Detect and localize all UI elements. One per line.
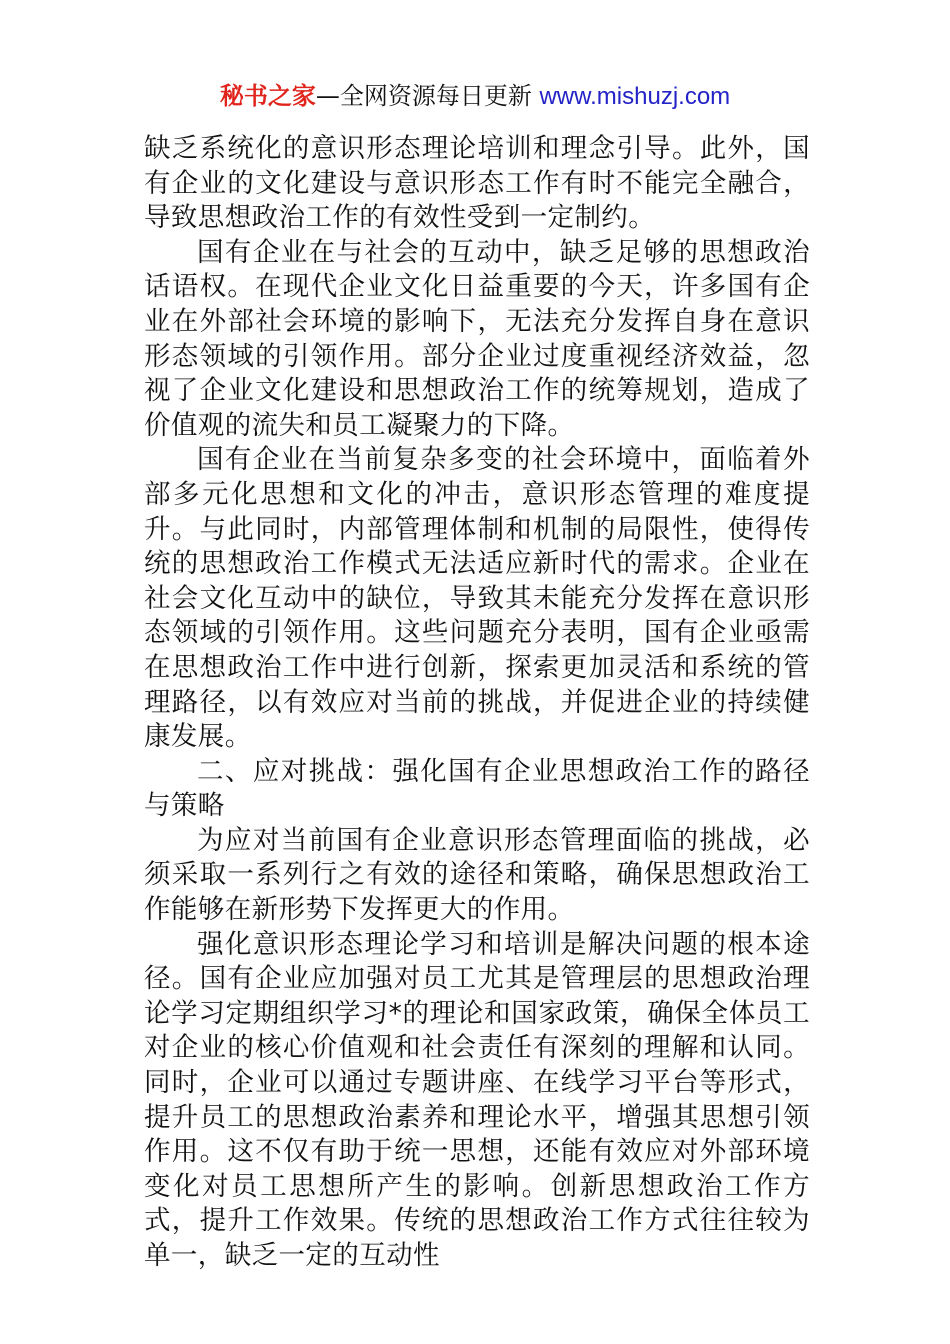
paragraph: 国有企业在当前复杂多变的社会环境中，面临着外部多元化思想和文化的冲击，意识形态管理的难度提升。与此同时，内部管理体制和机制的局限性，使得传统的思想政治工作模式无法适应新时代的需求。企业在社会文化互动中的缺位，导致其未能充分发挥在意识形态领域的引领作用。这些问题充分表明，国有企业亟需在思想政治工作中进行创新，探索更加灵活和系统的管理路径，以有效应对当前的挑战，并促进企业的持续健康发展。: [144, 444, 810, 753]
paragraph-continued: 缺乏系统化的意识形态理论培训和理念引导。此外，国有企业的文化建设与意识形态工作有时不能完全融合，导致思想政治工作的有效性受到一定制约。: [144, 133, 810, 234]
document-body: [144, 132, 810, 1274]
brand-name: 秘书之家: [219, 82, 316, 110]
paragraph: 为应对当前国有企业意识形态管理面临的挑战，必须采取一系列行之有效的途径和策略，确保思想政治工作能够在新形势下发挥更大的作用。: [144, 824, 810, 926]
page-header: [0, 80, 950, 113]
header-tagline: —全网资源每日更新: [315, 82, 532, 110]
paragraph: 强化意识形态理论学习和培训是解决问题的根本途径。国有企业应加强对员工尤其是管理层的思想政治理论学习定期组织学习*的理论和国家政策，确保全体员工对企业的核心价值观和社会责任有深刻的理解和认同。同时，企业可以通过专题讲座、在线学习平台等形式，提升员工的思想政治素养和理论水平，增强其思想引领作用。这不仅有助于统一思想，还能有效应对外部环境变化对员工思想所产生的影响。创新思想政治工作方式，提升工作效果。传统的思想政治工作方式往往较为单一，缺乏一定的互动性: [144, 928, 810, 1271]
site-url-link[interactable]: www.mishuzj.com: [539, 83, 731, 110]
paragraph: 国有企业在与社会的互动中，缺乏足够的思想政治话语权。在现代企业文化日益重要的今天，许多国有企业在外部社会环境的影响下，无法充分发挥自身在意识形态领域的引领作用。部分企业过度重视经济效益，忽视了企业文化建设和思想政治工作的统筹规划，造成了价值观的流失和员工凝聚力的下降。: [144, 236, 810, 441]
section-heading: 二、应对挑战：强化国有企业思想政治工作的路径与策略: [144, 755, 810, 822]
